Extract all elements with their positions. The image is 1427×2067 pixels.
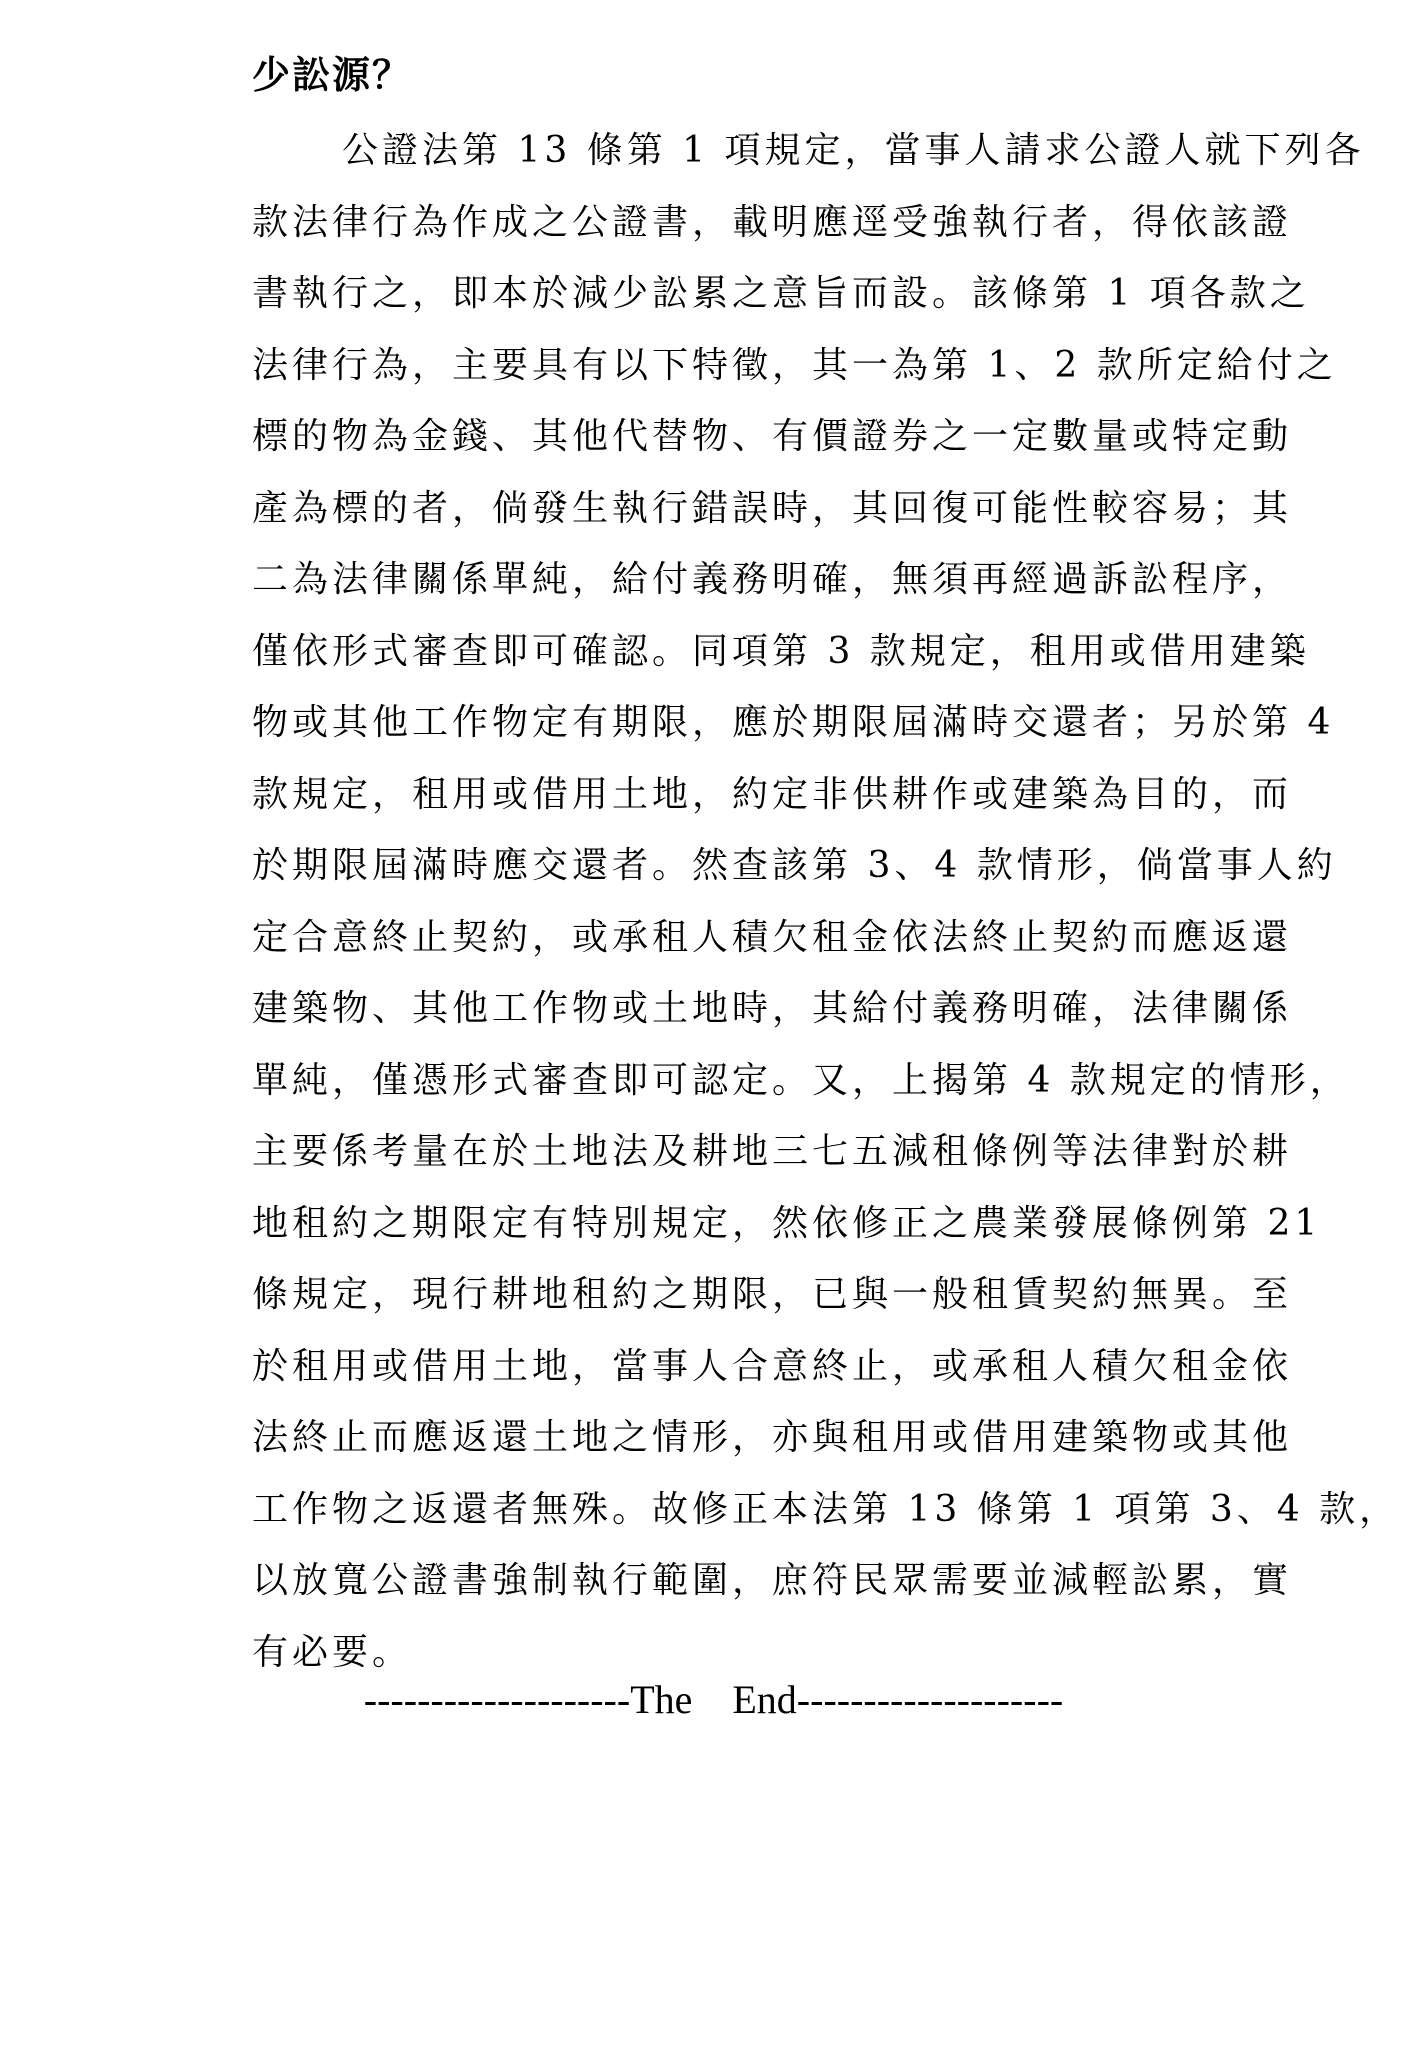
text-line: 標的物為金錢、其他代替物、有價證券之一定數量或特定動 xyxy=(252,416,1293,457)
text-line: 於期限屆滿時應交還者。然查該第 3、4 款情形，倘當事人約 xyxy=(252,845,1337,886)
end-marker: --------------------The End-------------------- xyxy=(363,1677,1064,1722)
text-line: 條規定，現行耕地租約之期限，已與一般租賃契約無異。至 xyxy=(252,1274,1293,1315)
text-line: 於租用或借用土地，當事人合意終止，或承租人積欠租金依 xyxy=(252,1345,1293,1387)
text-line: 法終止而應返還土地之情形，亦與租用或借用建築物或其他 xyxy=(252,1417,1293,1458)
text-line: 單純，僅憑形式審查即可認定。又，上揭第 4 款規定的情形， xyxy=(252,1059,1350,1101)
text-line: 款規定，租用或借用土地，約定非供耕作或建築為目的，而 xyxy=(252,773,1293,815)
text-line: 地租約之期限定有特別規定，然依修正之農業發展條例第 21 xyxy=(252,1202,1322,1244)
text-line: 以放寬公證書強制執行範圍，庶符民眾需要並減輕訟累，實 xyxy=(252,1560,1293,1601)
text-line: 書執行之，即本於減少訟累之意旨而設。該條第 1 項各款之 xyxy=(252,273,1310,314)
text-line: 工作物之返還者無殊。故修正本法第 13 條第 1 項第 3、4 款， xyxy=(252,1488,1400,1530)
section-heading: 少訟源？ xyxy=(252,52,413,97)
text-line: 產為標的者，倘發生執行錯誤時，其回復可能性較容易；其 xyxy=(252,487,1293,529)
text-line: 公證法第 13 條第 1 項規定，當事人請求公證人就下列各 xyxy=(342,130,1365,171)
text-line: 物或其他工作物定有期限，應於期限屆滿時交還者；另於第 4 xyxy=(252,702,1335,743)
text-line: 定合意終止契約，或承租人積欠租金依法終止契約而應返還 xyxy=(252,916,1293,958)
text-line: 二為法律關係單純，給付義務明確，無須再經過訴訟程序， xyxy=(252,559,1293,600)
text-line: 有必要。 xyxy=(252,1631,413,1673)
text-line: 建築物、其他工作物或土地時，其給付義務明確，法律關係 xyxy=(252,988,1293,1029)
text-line: 法律行為，主要具有以下特徵，其一為第 1、2 款所定給付之 xyxy=(252,344,1337,386)
text-line: 主要係考量在於土地法及耕地三七五減租條例等法律對於耕 xyxy=(252,1131,1293,1172)
body-paragraph xyxy=(252,115,1400,1688)
text-line: 僅依形式審查即可確認。同項第 3 款規定，租用或借用建築 xyxy=(252,630,1310,672)
text-line: 款法律行為作成之公證書，載明應逕受強執行者，得依該證 xyxy=(252,201,1293,243)
